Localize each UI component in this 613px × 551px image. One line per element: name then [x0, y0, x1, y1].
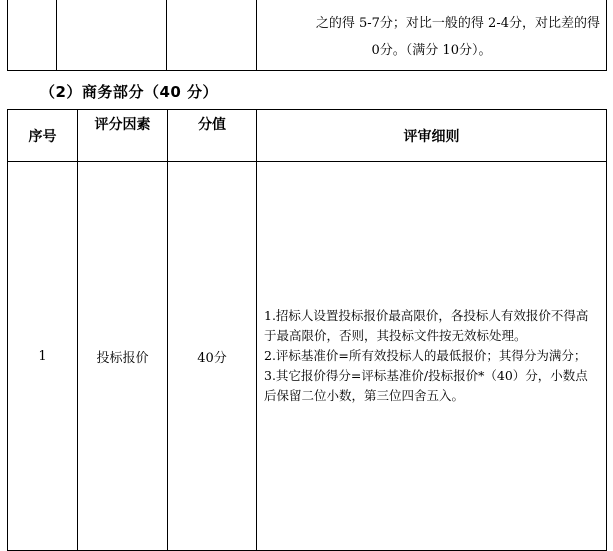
detail-item: 1.招标人设置投标报价最高限价，各投标人有效报价不得高于最高限价，否则，其投标文件按无效标处理。 [264, 308, 589, 343]
detail-text-line: 0分。（满分 10分）。 [371, 43, 492, 58]
column-header-no: 序号 [8, 110, 78, 162]
section-heading: （2）商务部分（40 分） [40, 83, 219, 101]
table-cell [8, 0, 57, 71]
detail-item: 3.其它报价得分=评标基准价/投标报价*（40）分，小数点后保留二位小数，第三位四舍五入。 [264, 368, 588, 403]
column-header-factor: 评分因素 [78, 110, 168, 162]
table-header-row [8, 110, 607, 162]
table-row [8, 162, 607, 551]
table-row [8, 0, 607, 71]
row-score: 40分 [168, 162, 257, 551]
column-header-details: 评审细则 [257, 110, 607, 162]
detail-item: 2.评标基准价=所有效投标人的最低报价；其得分为满分； [264, 348, 587, 363]
scoring-table [7, 109, 607, 551]
table-cell [57, 0, 167, 71]
row-number: 1 [8, 162, 78, 551]
table-cell [167, 0, 257, 71]
detail-text-line: 之的得 5-7分；对比一般的得 2-4分，对比差的得 [315, 16, 600, 31]
table-cell [257, 0, 607, 71]
row-details [257, 162, 607, 551]
continued-table [7, 0, 607, 71]
column-header-score: 分值 [168, 110, 257, 162]
row-factor: 投标报价 [78, 162, 168, 551]
